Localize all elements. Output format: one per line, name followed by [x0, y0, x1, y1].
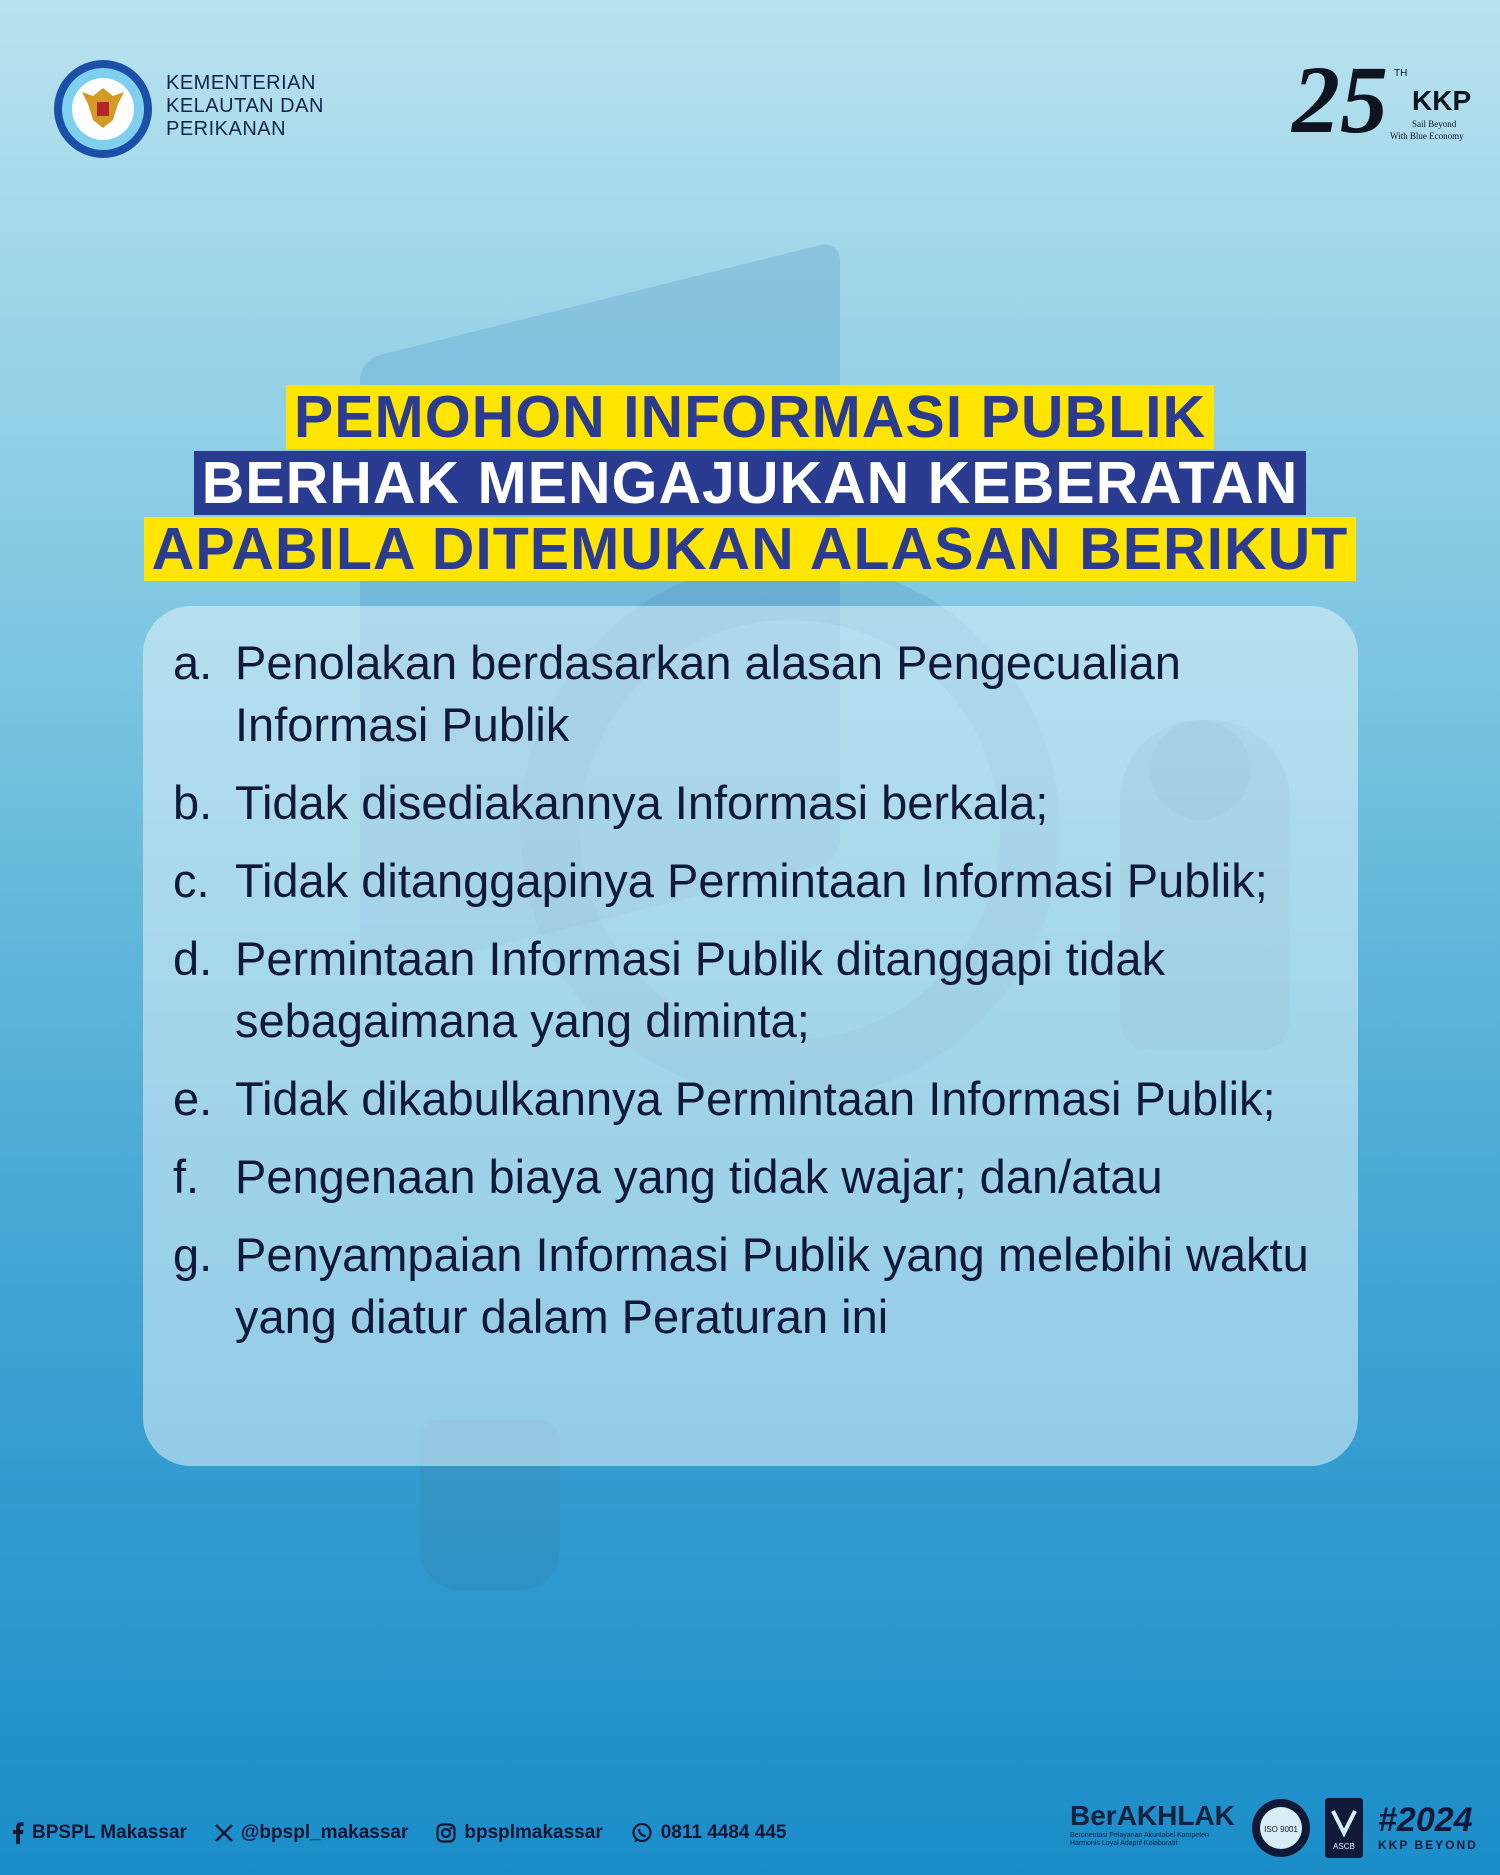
kkp-logo — [52, 58, 154, 160]
instagram-icon — [436, 1823, 456, 1843]
headline-line-3: APABILA DITEMUKAN ALASAN BERIKUT — [144, 517, 1357, 581]
reason-item-g: g. Penyampaian Informasi Publik yang melebihi waktu yang diatur dalam Peraturan ini — [173, 1228, 1309, 1343]
iso-9001-badge — [1250, 1797, 1312, 1859]
reason-item-e: e. Tidak dikabulkannya Permintaan Informasi Publik; — [173, 1072, 1276, 1125]
social-footer — [12, 1822, 814, 1844]
ascb-certification-badge — [1324, 1797, 1364, 1859]
facebook-icon — [12, 1822, 24, 1844]
kkp-25th-anniversary-logo — [1290, 40, 1486, 152]
svg-text:TH: TH — [1394, 68, 1408, 79]
berakhlak-logo: BerAKHLAK Berorientasi Pelayanan Akuntabel Kompeten Harmonis Loyal Adaptif Kolaboratif — [1070, 1800, 1235, 1847]
x-icon — [215, 1824, 233, 1842]
svg-text:ASCB: ASCB — [1333, 1842, 1355, 1851]
svg-text:Sail Beyond: Sail Beyond — [1412, 119, 1457, 129]
headline — [0, 385, 1500, 581]
x-link[interactable]: @bpspl_makassar — [215, 1822, 408, 1844]
headline-line-1: PEMOHON INFORMASI PUBLIK — [286, 385, 1214, 449]
svg-text:KKP: KKP — [1412, 85, 1472, 116]
organization-name: KEMENTERIAN KELAUTAN DAN PERIKANAN — [166, 72, 324, 140]
kkp-beyond-2024-logo: #2024 KKP BEYOND — [1378, 1801, 1478, 1852]
facebook-link[interactable]: BPSPL Makassar — [12, 1822, 187, 1844]
whatsapp-icon — [631, 1822, 653, 1844]
reason-item-d: d. Permintaan Informasi Publik ditanggapi tidak sebagaimana yang diminta; — [173, 932, 1166, 1047]
svg-text:With Blue Economy: With Blue Economy — [1390, 131, 1464, 141]
headline-line-2: BERHAK MENGAJUKAN KEBERATAN — [194, 451, 1307, 515]
reason-item-b: b. Tidak disediakannya Informasi berkala; — [173, 776, 1049, 829]
instagram-link[interactable]: bpsplmakassar — [436, 1822, 602, 1844]
reason-item-f: f. Pengenaan biaya yang tidak wajar; dan/atau — [173, 1150, 1163, 1203]
reason-item-c: c. Tidak ditanggapinya Permintaan Informasi Publik; — [173, 854, 1268, 907]
whatsapp-link[interactable]: 0811 4484 445 — [631, 1822, 787, 1844]
reasons-list — [173, 632, 1353, 1364]
reason-item-a: a. Penolakan berdasarkan alasan Pengecualian Informasi Publik — [173, 636, 1181, 751]
svg-text:ISO 9001: ISO 9001 — [1264, 1825, 1298, 1834]
svg-text:25: 25 — [1292, 46, 1388, 152]
